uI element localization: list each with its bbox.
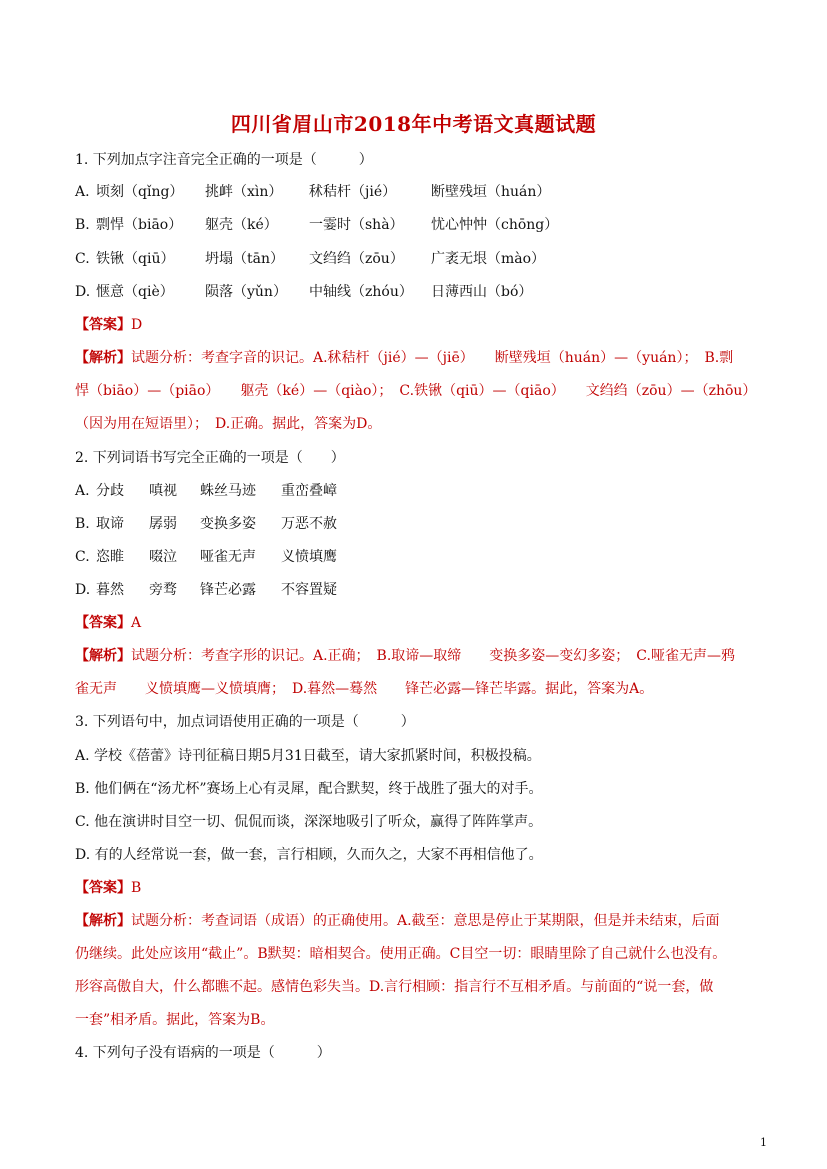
q1-option-item: 剽悍（biāo） bbox=[96, 217, 183, 233]
q1-option-item: 一霎时（shà） bbox=[309, 217, 404, 233]
q3-analysis-line: 仍继续。此处应该用“截止”。B默契：暗相契合。使用正确。C目空一切：眼睛里除了自己就什么也没有。 bbox=[75, 946, 727, 962]
q2-option-label: C. bbox=[75, 549, 90, 565]
q1-option-label: A. bbox=[75, 184, 90, 200]
q3-option: B. 他们俩在“汤尤杯”赛场上心有灵犀，配合默契，终于战胜了强大的对手。 bbox=[75, 781, 543, 797]
q1-option-item: 断壁残垣（huán） bbox=[431, 184, 551, 200]
q4-stem: 4. 下列句子没有语病的一项是（ ） bbox=[75, 1045, 331, 1061]
answer-value: D bbox=[131, 317, 143, 333]
q1-stem: 1. 下列加点字注音完全正确的一项是（ ） bbox=[75, 152, 373, 168]
q2-stem: 2. 下列词语书写完全正确的一项是（ ） bbox=[75, 450, 345, 466]
q2-option-item: 重峦叠嶂 bbox=[281, 483, 337, 499]
answer-tag: 【答案】 bbox=[75, 615, 131, 631]
q2-option-item: 蛛丝马迹 bbox=[200, 483, 256, 499]
q2-option-label: A. bbox=[75, 483, 90, 499]
answer-value: B bbox=[131, 880, 142, 896]
q2-option-label: D. bbox=[75, 582, 91, 598]
q1-option-item: 中轴线（zhóu） bbox=[309, 284, 413, 300]
q1-answer bbox=[75, 315, 142, 335]
q1-option-item: 顷刻（qǐng） bbox=[96, 184, 184, 200]
q3-answer bbox=[75, 878, 141, 898]
q3-option: A. 学校《蓓蕾》诗刊征稿日期5月31日截至，请大家抓紧时间，积极投稿。 bbox=[75, 748, 541, 764]
analysis-text: 试题分析：考查词语（成语）的正确使用。A.截至：意思是停止于某期限，但是并未结束，后面 bbox=[131, 913, 720, 929]
page-number: 1 bbox=[760, 1136, 767, 1149]
q2-option-item: 取谛 bbox=[96, 516, 124, 532]
q2-option-item: 变换多姿 bbox=[200, 516, 256, 532]
q1-option-item: 惬意（qiè） bbox=[96, 284, 174, 300]
answer-tag: 【答案】 bbox=[75, 317, 131, 333]
q3-option: D. 有的人经常说一套，做一套，言行相顾，久而久之，大家不再相信他了。 bbox=[75, 847, 543, 863]
q1-option-item: 铁锹（qiū） bbox=[96, 251, 175, 267]
q2-option-item: 义愤填鹰 bbox=[281, 549, 337, 565]
q2-analysis-line bbox=[75, 646, 735, 666]
q1-option-item: 广袤无垠（mào） bbox=[431, 251, 546, 267]
q3-analysis-line: 一套”相矛盾。据此，答案为B。 bbox=[75, 1012, 275, 1028]
q2-option-item: 暮然 bbox=[96, 582, 124, 598]
q3-stem: 3. 下列语句中，加点词语使用正确的一项是（ ） bbox=[75, 714, 415, 730]
analysis-text: 试题分析：考查字形的识记。A.正确； B.取谛—取缔 变换多姿—变幻多姿； C.哑雀无声—鸦 bbox=[131, 648, 735, 664]
q2-answer bbox=[75, 613, 141, 633]
q2-option-item: 啜泣 bbox=[149, 549, 177, 565]
q2-analysis-line: 雀无声 义愤填鹰—义愤填膺； D.暮然—蓦然 锋芒必露—锋芒毕露。据此，答案为A。 bbox=[75, 681, 654, 697]
q3-analysis-line: 形容高傲自大，什么都瞧不起。感情色彩失当。D.言行相顾：指言行不互相矛盾。与前面的“说一套，做 bbox=[75, 979, 714, 995]
q1-option-item: 日薄西山（bó） bbox=[431, 284, 533, 300]
q1-option-item: 躯壳（ké） bbox=[205, 217, 278, 233]
q1-option-item: 坍塌（tān） bbox=[205, 251, 284, 267]
analysis-tag: 【解析】 bbox=[75, 648, 131, 664]
q2-option-item: 万恶不赦 bbox=[281, 516, 337, 532]
q1-analysis-line bbox=[75, 348, 733, 368]
q2-option-item: 孱弱 bbox=[149, 516, 177, 532]
q1-option-item: 文绉绉（zōu） bbox=[309, 251, 404, 267]
q1-option-item: 秫秸杆（jié） bbox=[309, 184, 397, 200]
q1-option-item: 挑衅（xìn） bbox=[205, 184, 283, 200]
q2-option-item: 恣睢 bbox=[96, 549, 124, 565]
q2-option-item: 锋芒必露 bbox=[200, 582, 256, 598]
q1-option-label: B. bbox=[75, 217, 90, 233]
q3-option: C. 他在演讲时目空一切、侃侃而谈，深深地吸引了听众，赢得了阵阵掌声。 bbox=[75, 814, 543, 830]
answer-value: A bbox=[131, 615, 142, 631]
q1-analysis-line: （因为用在短语里）； D.正确。据此，答案为D。 bbox=[75, 416, 382, 432]
q2-option-item: 哑雀无声 bbox=[200, 549, 256, 565]
q2-option-item: 不容置疑 bbox=[281, 582, 337, 598]
q3-analysis-line bbox=[75, 911, 720, 931]
q2-option-item: 嗔视 bbox=[149, 483, 177, 499]
analysis-tag: 【解析】 bbox=[75, 913, 131, 929]
q1-option-label: C. bbox=[75, 251, 90, 267]
q2-option-item: 旁骛 bbox=[149, 582, 177, 598]
answer-tag: 【答案】 bbox=[75, 880, 131, 896]
document-title: 四川省眉山市2018年中考语文真题试题 bbox=[230, 112, 597, 136]
analysis-tag: 【解析】 bbox=[75, 350, 131, 366]
q2-option-item: 分歧 bbox=[96, 483, 124, 499]
q1-option-item: 忧心忡忡（chōng） bbox=[431, 217, 559, 233]
q2-option-label: B. bbox=[75, 516, 90, 532]
q1-option-item: 陨落（yǔn） bbox=[205, 284, 287, 300]
q1-analysis-line: 悍（biāo）—（piāo） 躯壳（ké）—（qiào）； C.铁锹（qiū）—（qiāo） 文绉绉（zōu）—（zhōu） bbox=[75, 383, 757, 399]
q1-option-label: D. bbox=[75, 284, 91, 300]
analysis-text: 试题分析：考查字音的识记。A.秫秸杆（jié）—（jiē） 断壁残垣（huán）—（yuán）； B.剽 bbox=[131, 350, 734, 366]
